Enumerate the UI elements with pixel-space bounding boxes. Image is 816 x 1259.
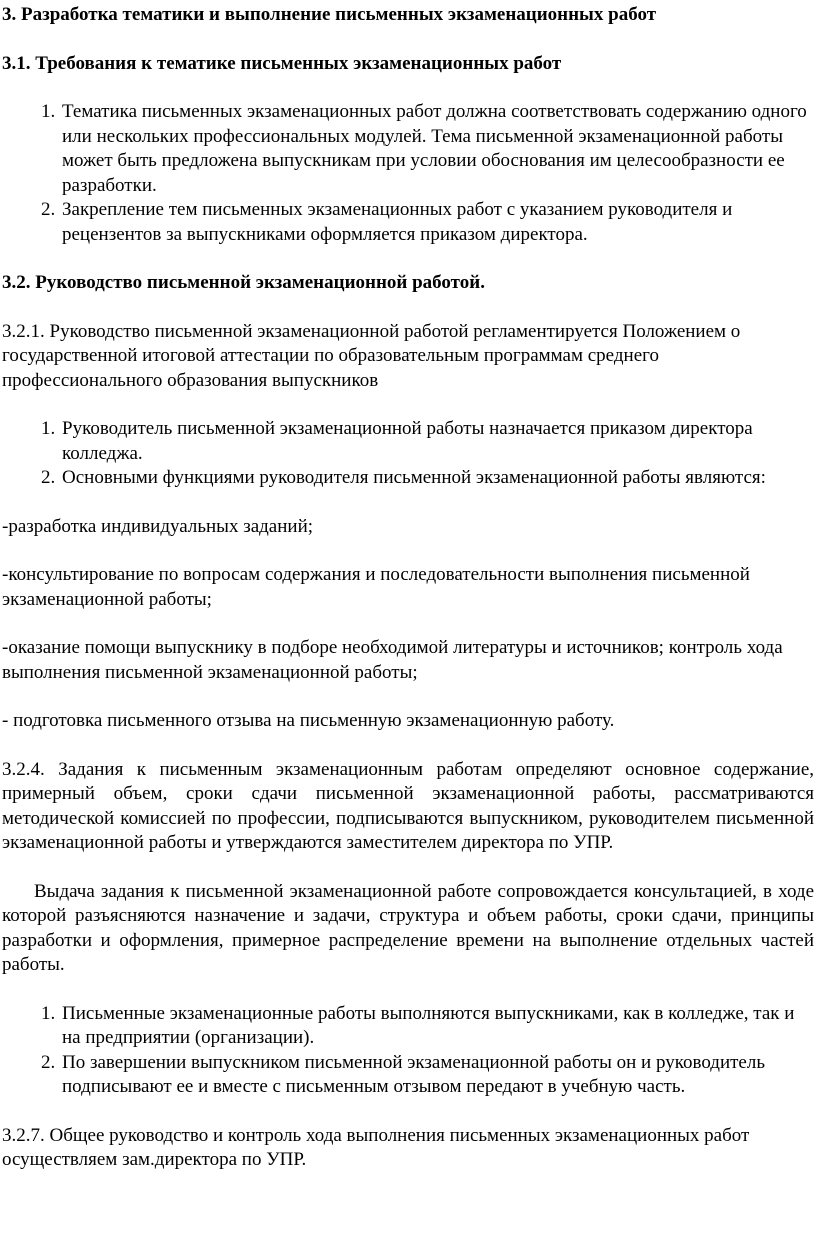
list-item: 2. Закрепление тем письменных экзаменационных работ с указанием руководителя и рецензентов за выпускниками оформляется приказом директора. [60, 198, 812, 247]
section-3-1-heading: 3.1. Требования к тематике письменных экзаменационных работ [2, 52, 562, 74]
list-item: 2. Основными функциями руководителя письменной экзаменационной работы являются: [60, 466, 812, 491]
paragraph-3-2-4: 3.2.4. Задания к письменным экзаменационным работам определяют основное содержание, примерный объем, сроки сдачи письменной экзаменационной работы, рассматриваются методической комиссией по профессии, подписываются выпускником, руководителем письменной экзаменационной работы и утверждаются заместителем директора по УПР. [2, 758, 814, 853]
function-item: -оказание помощи выпускнику в подборе необходимой литературы и источников; контроль хода выполнения письменной экзаменационной работы; [2, 637, 783, 683]
list-item: 2. По завершении выпускником письменной экзаменационной работы он и руководитель подписывают ее и вместе с письменным отзывом передают в учебную часть. [60, 1051, 812, 1100]
function-item: - подготовка письменного отзыва на письменную экзаменационную работу. [2, 710, 615, 731]
completion-list [2, 1002, 816, 1100]
function-item: -консультирование по вопросам содержания и последовательности выполнения письменной экзаменационной работы; [2, 564, 750, 610]
list-item: 1. Руководитель письменной экзаменационной работы назначается приказом директора колледжа. [60, 417, 812, 466]
paragraph-3-2-1: 3.2.1. Руководство письменной экзаменационной работой регламентируется Положением о государственной итоговой аттестации по образовательным программам среднего профессионального образования выпускников [2, 320, 741, 391]
section-3-2-heading: 3.2. Руководство письменной экзаменационной работой. [2, 272, 485, 293]
function-item: -разработка индивидуальных заданий; [2, 515, 314, 537]
list-item: 1. Тематика письменных экзаменационных работ должна соответствовать содержанию одного или нескольких профессиональных модулей. Тема письменной экзаменационной работы может быть предложена выпускникам при условии обоснования им целесообразности ее разработки. [60, 100, 812, 198]
requirements-list [2, 100, 816, 247]
supervisor-list [2, 417, 816, 491]
paragraph-task-issue: Выдача задания к письменной экзаменационной работе сопровождается консультацией, в ходе которой разъясняются назначение и задачи, структура и объем работы, сроки сдачи, принципы разработки и оформления, примерное распределение времени на выполнение отдельных частей работы. [2, 880, 814, 975]
section-3-heading: 3. Разработка тематики и выполнение письменных экзаменационных работ [2, 4, 657, 25]
paragraph-3-2-7: 3.2.7. Общее руководство и контроль хода выполнения письменных экзаменационных работ осуществляем зам.директора по УПР. [2, 1124, 750, 1170]
list-item: 1. Письменные экзаменационные работы выполняются выпускниками, как в колледже, так и на предприятии (организации). [60, 1002, 812, 1051]
supervisor-functions [2, 515, 816, 734]
